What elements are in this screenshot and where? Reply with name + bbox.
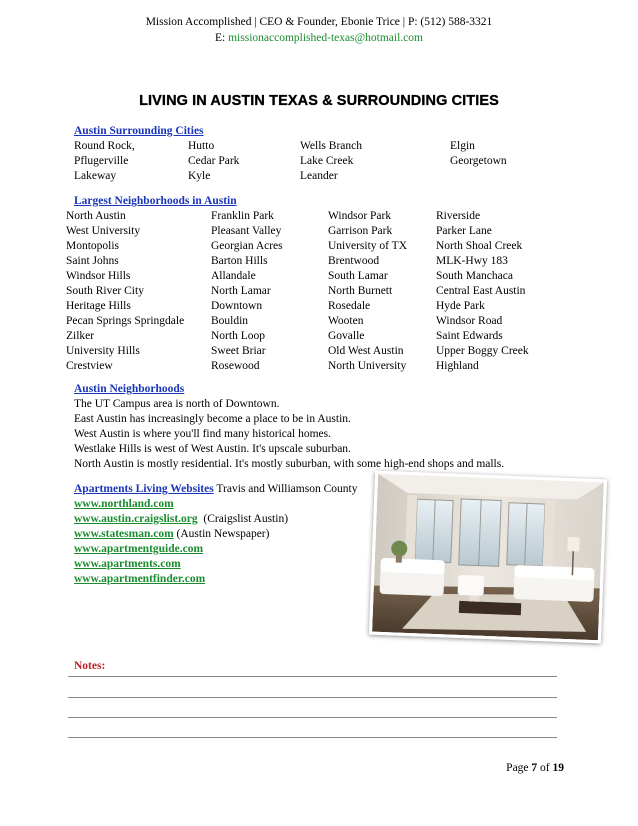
apartments-section (74, 482, 357, 587)
living-room-photo (369, 471, 607, 644)
city-cell: Wells Branch (300, 140, 362, 152)
neighborhood-cell: Franklin Park (211, 210, 274, 222)
neighborhood-cell: North Austin (66, 210, 126, 222)
city-cell: Kyle (188, 170, 211, 182)
neighborhood-line: North Austin is mostly residential. It's mostly suburban, with some high-end shops and malls. (74, 458, 505, 470)
neighborhood-cell: Windsor Park (328, 210, 392, 222)
notes-section (74, 659, 105, 674)
neighborhood-cell: Heritage Hills (66, 300, 131, 312)
current-page: 7 (531, 762, 538, 774)
city-row (74, 154, 550, 169)
neighborhood-row (66, 254, 546, 269)
neighborhood-cell: Hyde Park (436, 300, 485, 312)
neighborhood-cell: University Hills (66, 345, 140, 357)
largest-neighborhoods-heading: Largest Neighborhoods in Austin (74, 195, 237, 207)
city-cell: Leander (300, 170, 338, 182)
neighborhood-cell: North Lamar (211, 285, 271, 297)
neighborhood-cell: Georgian Acres (211, 240, 283, 252)
neighborhood-cell: Zilker (66, 330, 95, 342)
city-row (74, 169, 550, 184)
notes-heading: Notes: (74, 660, 106, 672)
website-link[interactable]: www.austin.craigslist.org (74, 513, 198, 525)
neighborhood-row (66, 314, 546, 329)
neighborhood-row (66, 269, 546, 284)
city-cell: Pflugerville (74, 155, 129, 167)
neighborhood-cell: MLK-Hwy 183 (436, 255, 508, 267)
neighborhood-cell: Govalle (328, 330, 365, 342)
neighborhood-cell: Central East Austin (436, 285, 526, 297)
neighborhood-line: The UT Campus area is north of Downtown. (74, 398, 280, 410)
email-prefix: E: (215, 32, 229, 44)
neighborhood-row (66, 224, 546, 239)
apartments-heading: Apartments Living Websites (74, 483, 214, 495)
neighborhood-cell: South River City (66, 285, 144, 297)
notes-line[interactable] (68, 676, 557, 677)
website-link[interactable]: www.apartmentfinder.com (74, 573, 206, 585)
neighborhood-row (66, 359, 546, 374)
neighborhood-cell: Montopolis (66, 240, 120, 252)
neighborhood-cell: Barton Hills (211, 255, 268, 267)
apartments-heading-suffix: Travis and Williamson County (213, 483, 358, 495)
city-cell (450, 169, 550, 184)
notes-line[interactable] (68, 737, 557, 738)
neighborhood-row (66, 299, 546, 314)
notes-line[interactable] (68, 697, 557, 698)
total-pages: 19 (552, 762, 564, 774)
page-label: Page (506, 762, 532, 774)
city-cell: Elgin (450, 140, 475, 152)
notes-line[interactable] (68, 717, 557, 718)
neighborhood-cell: Bouldin (211, 315, 249, 327)
neighborhood-cell: Pleasant Valley (211, 225, 282, 237)
city-cell: Hutto (188, 140, 215, 152)
neighborhood-cell: Old West Austin (328, 345, 404, 357)
neighborhood-cell: North Burnett (328, 285, 393, 297)
page-header (0, 14, 638, 46)
website-note: (Craigslist Austin) (197, 513, 289, 525)
surrounding-cities-section (74, 124, 550, 184)
header-email-line (0, 30, 638, 46)
neighborhood-cell: Brentwood (328, 255, 380, 267)
neighborhood-cell: South Lamar (328, 270, 388, 282)
neighborhood-cell: Saint Edwards (436, 330, 503, 342)
city-cell: Lakeway (74, 170, 117, 182)
website-link[interactable]: www.northland.com (74, 498, 174, 510)
city-cell: Georgetown (450, 155, 507, 167)
neighborhood-row (66, 284, 546, 299)
website-link[interactable]: www.apartmentguide.com (74, 543, 204, 555)
neighborhood-cell: North Loop (211, 330, 265, 342)
neighborhood-cell: Upper Boggy Creek (436, 345, 529, 357)
city-cell: Lake Creek (300, 155, 354, 167)
city-cell: Cedar Park (188, 155, 240, 167)
website-note: (Austin Newspaper) (173, 528, 270, 540)
neighborhood-cell: Allandale (211, 270, 256, 282)
neighborhood-cell: Sweet Briar (211, 345, 266, 357)
neighborhood-cell: Garrison Park (328, 225, 393, 237)
largest-neighborhoods-table (66, 209, 546, 374)
neighborhood-cell: Riverside (436, 210, 481, 222)
neighborhood-line: East Austin has increasingly become a place to be in Austin. (74, 413, 351, 425)
neighborhood-row (66, 239, 546, 254)
neighborhood-row (66, 344, 546, 359)
surrounding-cities-table (74, 139, 550, 184)
neighborhood-cell: North University (328, 360, 407, 372)
neighborhood-cell: Windsor Hills (66, 270, 131, 282)
largest-neighborhoods-section (66, 194, 546, 374)
header-contact-line: Mission Accomplished | CEO & Founder, Ebonie Trice | P: (512) 588-3321 (145, 16, 493, 28)
neighborhood-cell: Highland (436, 360, 479, 372)
neighborhood-row (66, 209, 546, 224)
neighborhood-cell: Parker Lane (436, 225, 492, 237)
page-footer (506, 761, 564, 776)
neighborhood-cell: Saint Johns (66, 255, 119, 267)
neighborhood-cell: South Manchaca (436, 270, 513, 282)
austin-neighborhoods-section (74, 382, 504, 472)
neighborhood-cell: Rosedale (328, 300, 371, 312)
austin-neighborhoods-heading: Austin Neighborhoods (74, 383, 185, 395)
neighborhood-cell: West University (66, 225, 141, 237)
city-cell: Round Rock, (74, 140, 135, 152)
email-link[interactable]: missionaccomplished-texas@hotmail.com (228, 32, 423, 44)
website-link[interactable]: www.apartments.com (74, 558, 181, 570)
neighborhood-cell: Downtown (211, 300, 263, 312)
neighborhood-cell: Pecan Springs Springdale (66, 315, 185, 327)
neighborhood-cell: North Shoal Creek (436, 240, 523, 252)
neighborhood-cell: Rosewood (211, 360, 260, 372)
neighborhood-cell: University of TX (328, 240, 408, 252)
neighborhood-cell: Wooten (328, 315, 364, 327)
website-link[interactable]: www.statesman.com (74, 528, 174, 540)
page-title: LIVING IN AUSTIN TEXAS & SURROUNDING CITIES (139, 93, 499, 109)
page-of: of (537, 762, 553, 774)
neighborhood-cell: Crestview (66, 360, 113, 372)
city-row (74, 139, 550, 154)
neighborhood-cell: Windsor Road (436, 315, 503, 327)
neighborhood-line: Westlake Hills is west of West Austin. It's upscale suburban. (74, 443, 351, 455)
neighborhood-line: West Austin is where you'll find many historical homes. (74, 428, 331, 440)
neighborhood-row (66, 329, 546, 344)
surrounding-cities-heading: Austin Surrounding Cities (74, 125, 204, 137)
living-room-illustration (372, 474, 604, 641)
